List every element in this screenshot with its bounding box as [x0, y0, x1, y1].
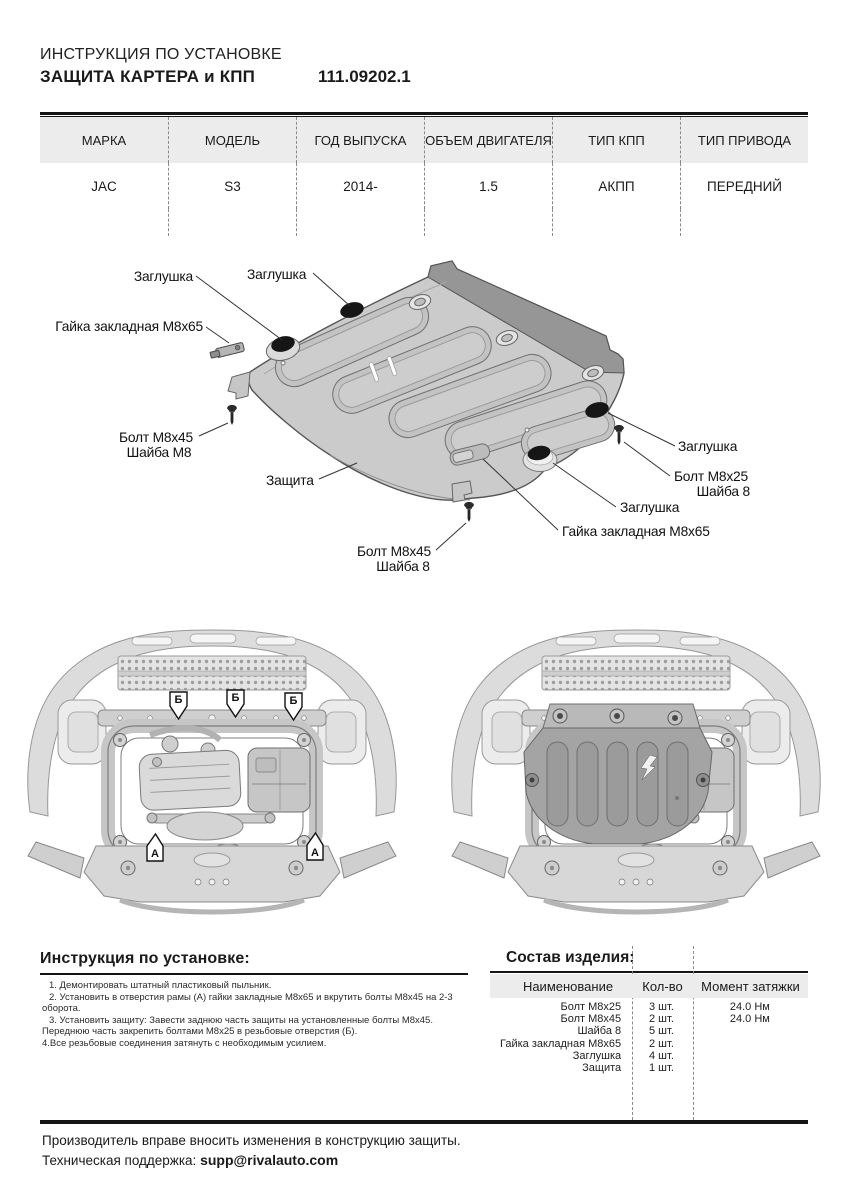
label-bolt-right-line1: Болт М8х25 [673, 469, 748, 484]
vehicle-cell-model: S3 [168, 163, 296, 209]
label-shield: Защита [266, 473, 314, 488]
parts-row: Защита 1 шт. [582, 1062, 674, 1075]
instructions-rule [40, 973, 468, 975]
instruction-step: 3. Установить защиту: Завести заднюю часть защиты на установленные болты М8х45. Переднюю часть закрепить болтами М8х25 в резьбовые отверстия (Б). [42, 1014, 433, 1038]
label-plug-top-left: Заглушка [133, 269, 193, 284]
support-label: Техническая поддержка: [42, 1153, 197, 1168]
underbody-figures [0, 618, 848, 940]
vehicle-col-header: ОБЪЕМ ДВИГАТЕЛЯ [424, 117, 552, 163]
plate-hook [228, 372, 250, 399]
part-number: 111.09202.1 [318, 67, 411, 86]
label-plug-bottom: Заглушка [620, 500, 680, 515]
marker-b-2: Б [231, 692, 240, 704]
vehicle-cell-engine: 1.5 [424, 163, 552, 209]
label-bolt-left-line1: Болт М8х45 [118, 430, 194, 445]
instruction-step: 2. Установить в отверстия рамы (А) гайки закладные М8х65 и вкрутить болты М8х45 на 2-3 оборота. [42, 991, 453, 1015]
footer-rule [40, 1120, 808, 1124]
support-email: supp@rivalauto.com [200, 1152, 339, 1168]
label-bolt-right-line2: Шайба 8 [696, 484, 750, 499]
vehicle-spec-table [40, 112, 808, 236]
bolt-icon-right [614, 425, 623, 445]
marker-b-1: Б [174, 694, 183, 706]
bolt-icon-left [227, 405, 236, 425]
vehicle-cell-brand: JAC [91, 178, 117, 194]
vehicle-col-header: ГОД ВЫПУСКА [296, 117, 424, 163]
vehicle-cell-drive: ПЕРЕДНИЙ [680, 163, 808, 209]
installed-shield [524, 704, 712, 844]
label-embedded-nut-left: Гайка закладная М8х65 [55, 319, 203, 334]
vehicle-cell-gearbox: АКПП [552, 163, 680, 209]
parts-row: Болт М8х45 2 шт. 24.0 Нм [560, 1013, 770, 1026]
document-title-line2: ЗАЩИТА КАРТЕРА и КПП [40, 67, 256, 86]
label-plug-top-center: Заглушка [247, 267, 307, 282]
parts-list-title: Состав изделия: [506, 949, 635, 966]
footer-disclaimer: Производитель вправе вносить изменения в конструкцию защиты. [42, 1133, 461, 1148]
marker-b-3: Б [289, 695, 298, 707]
marker-a-2: А [311, 847, 319, 859]
label-embedded-nut-right: Гайка закладная М8х65 [562, 524, 710, 539]
parts-header-name: Наименование [522, 978, 614, 994]
instruction-step: 1. Демонтировать штатный пластиковый пыльник. [49, 980, 272, 991]
install-diagram [0, 238, 848, 610]
bolt-icon-bottom [464, 502, 473, 522]
parts-row: Заглушка 4 шт. [572, 1049, 674, 1062]
car-underbody-after [452, 630, 820, 912]
parts-table-header [490, 974, 808, 998]
vehicle-cell-year: 2014- [296, 163, 424, 209]
parts-header-torque: Момент затяжки [701, 978, 800, 994]
parts-table-rows [490, 1001, 808, 1074]
document-title-line1: ИНСТРУКЦИЯ ПО УСТАНОВКЕ [40, 46, 282, 63]
parts-list-rule [490, 971, 808, 973]
vehicle-col-header: ТИП ПРИВОДА [680, 117, 808, 163]
marker-a-1: А [151, 848, 159, 860]
vehicle-col-header: МОДЕЛЬ [168, 117, 296, 163]
parts-header-qty: Кол-во [642, 978, 683, 994]
label-bolt-bottom-line1: Болт М8х45 [356, 544, 432, 559]
footer-support-line [42, 1152, 338, 1168]
vehicle-col-header: МАРКА [40, 117, 168, 163]
car-underbody-before [28, 630, 396, 912]
shield-plate-illustration [228, 261, 624, 502]
parts-row: Шайба 8 5 шт. [577, 1025, 674, 1038]
parts-row: Болт М8х25 3 шт. 24.0 Нм [560, 1001, 770, 1013]
label-bolt-left-line2: Шайба М8 [126, 445, 192, 460]
vehicle-col-header: ТИП КПП [552, 117, 680, 163]
instruction-step: 4.Все резьбовые соединения затянуть с необходимым усилием. [42, 1037, 327, 1049]
instructions-steps [42, 980, 476, 1050]
label-plug-right: Заглушка [678, 439, 738, 454]
instructions-title: Инструкция по установке: [40, 950, 250, 967]
embedded-nut-icon [209, 342, 244, 359]
parts-row: Гайка закладная М8х65 2 шт. [500, 1037, 674, 1050]
label-bolt-bottom-line2: Шайба 8 [376, 559, 430, 574]
